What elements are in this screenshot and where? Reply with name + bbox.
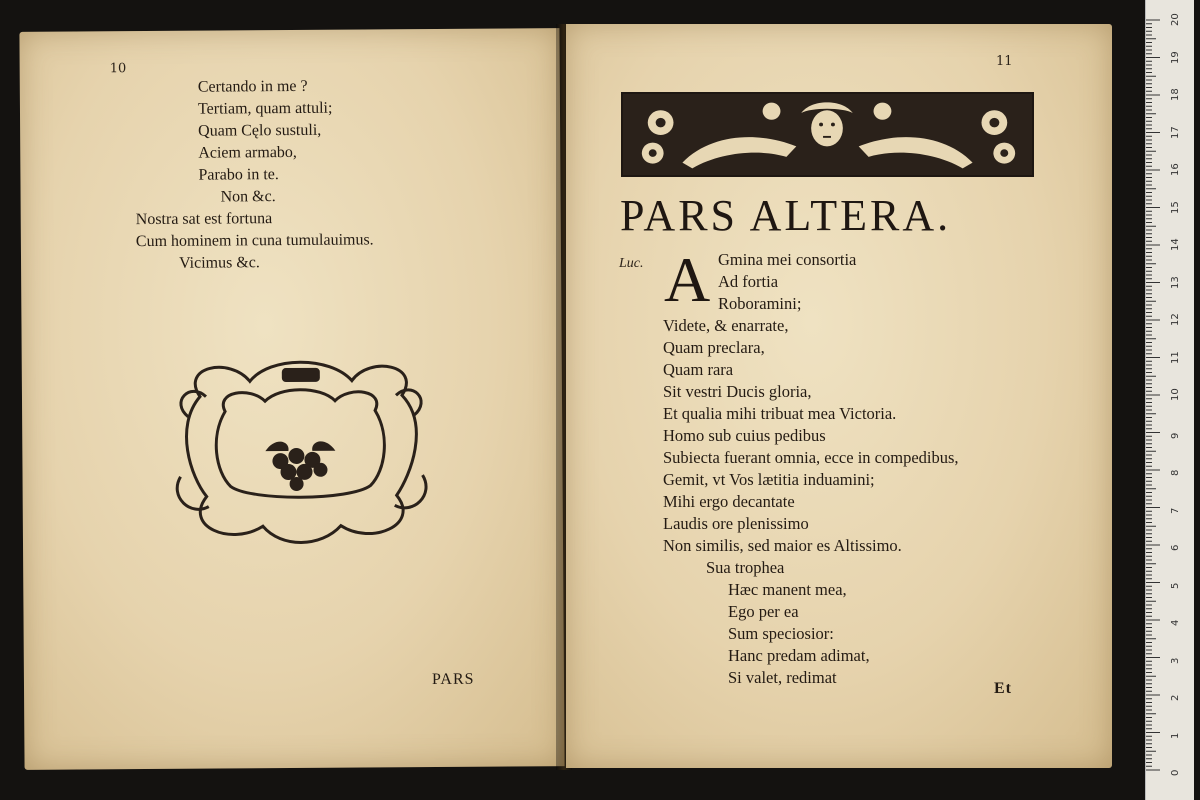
verse-line: Hæc manent mea, — [728, 580, 847, 599]
ruler-number: 2 — [1170, 694, 1181, 701]
ruler-number: 3 — [1170, 657, 1181, 664]
speaker-label: Luc. — [619, 256, 644, 271]
ruler-number: 13 — [1170, 275, 1181, 289]
verse-line: Videte, & enarrate, — [663, 316, 789, 335]
verse-line: Gmina mei consortia — [718, 250, 857, 269]
verse-line: Parabo in te. — [198, 166, 279, 184]
ruler-number: 6 — [1170, 544, 1181, 551]
page-number-right: 11 — [996, 54, 1013, 69]
verse-line: Si valet, redimat — [728, 668, 837, 687]
ruler-number: 9 — [1170, 432, 1181, 439]
ruler-number: 5 — [1170, 582, 1181, 589]
verse-line: Hanc predam adimat, — [728, 646, 870, 665]
ruler-number: 7 — [1170, 507, 1181, 514]
verse-line: Aciem armabo, — [198, 143, 297, 162]
verse-line: Non &c. — [220, 188, 276, 206]
ruler-number: 4 — [1170, 619, 1181, 626]
right-page — [566, 24, 1112, 768]
ruler-number: 15 — [1170, 200, 1181, 214]
ruler-number: 20 — [1170, 13, 1181, 26]
verse-line: Sum speciosior: — [728, 624, 834, 643]
verse-line: Tertiam, quam attuli; — [197, 99, 333, 118]
ruler-number: 12 — [1170, 313, 1181, 326]
catchword-right: Et — [994, 680, 1012, 697]
ruler-number: 18 — [1170, 88, 1181, 101]
ruler-number: 8 — [1170, 469, 1181, 476]
verse-line: Et qualia mihi tribuat mea Victoria. — [663, 404, 897, 423]
measuring-ruler — [1145, 0, 1194, 800]
verse-line: Nostra sat est fortuna — [135, 210, 273, 229]
verse-line: Ego per ea — [728, 602, 799, 621]
verse-line: Vicimus &c. — [178, 254, 260, 272]
verse-line: Certando in me ? — [197, 77, 308, 96]
catchword-left: PARS — [431, 670, 475, 689]
verse-line: Non similis, sed maior es Altissimo. — [663, 536, 902, 555]
verse-line: Sit vestri Ducis gloria, — [663, 382, 812, 401]
ruler-number: 1 — [1170, 732, 1181, 739]
verse-line: Homo sub cuius pedibus — [663, 426, 826, 445]
section-title: PARS ALTERA. — [620, 191, 952, 240]
verse-line: Roboramini; — [718, 294, 802, 313]
verse-line: Quam rara — [663, 360, 734, 379]
verse-line: Mihi ergo decantate — [663, 492, 795, 511]
verse-line: Sua trophea — [706, 558, 785, 577]
left-page — [19, 28, 564, 770]
ruler-number: 0 — [1170, 769, 1181, 776]
page-number-left: 10 — [109, 61, 127, 77]
drop-cap: A — [664, 244, 711, 315]
ruler-number: 19 — [1170, 50, 1181, 64]
ruler-number: 14 — [1170, 238, 1181, 251]
ruler-number: 11 — [1170, 350, 1181, 364]
verse-line: Gemit, vt Vos lætitia induamini; — [663, 470, 875, 489]
verse-line: Laudis ore plenissimo — [663, 514, 809, 533]
ruler-number: 16 — [1170, 163, 1181, 176]
verse-line: Quam preclara, — [663, 338, 765, 357]
ruler-number: 17 — [1170, 125, 1181, 139]
verse-line: Subiecta fuerant omnia, ecce in compedibus, — [663, 448, 959, 467]
verse-line: Ad fortia — [718, 272, 779, 291]
decorative-cartouche-icon — [170, 355, 433, 549]
verse-line: Quam Cęlo sustuli, — [198, 121, 322, 140]
floral-headpiece-icon — [621, 92, 1034, 177]
verse-line: Cum hominem in cuna tumulauimus. — [135, 231, 374, 251]
ruler-number: 10 — [1170, 388, 1181, 401]
